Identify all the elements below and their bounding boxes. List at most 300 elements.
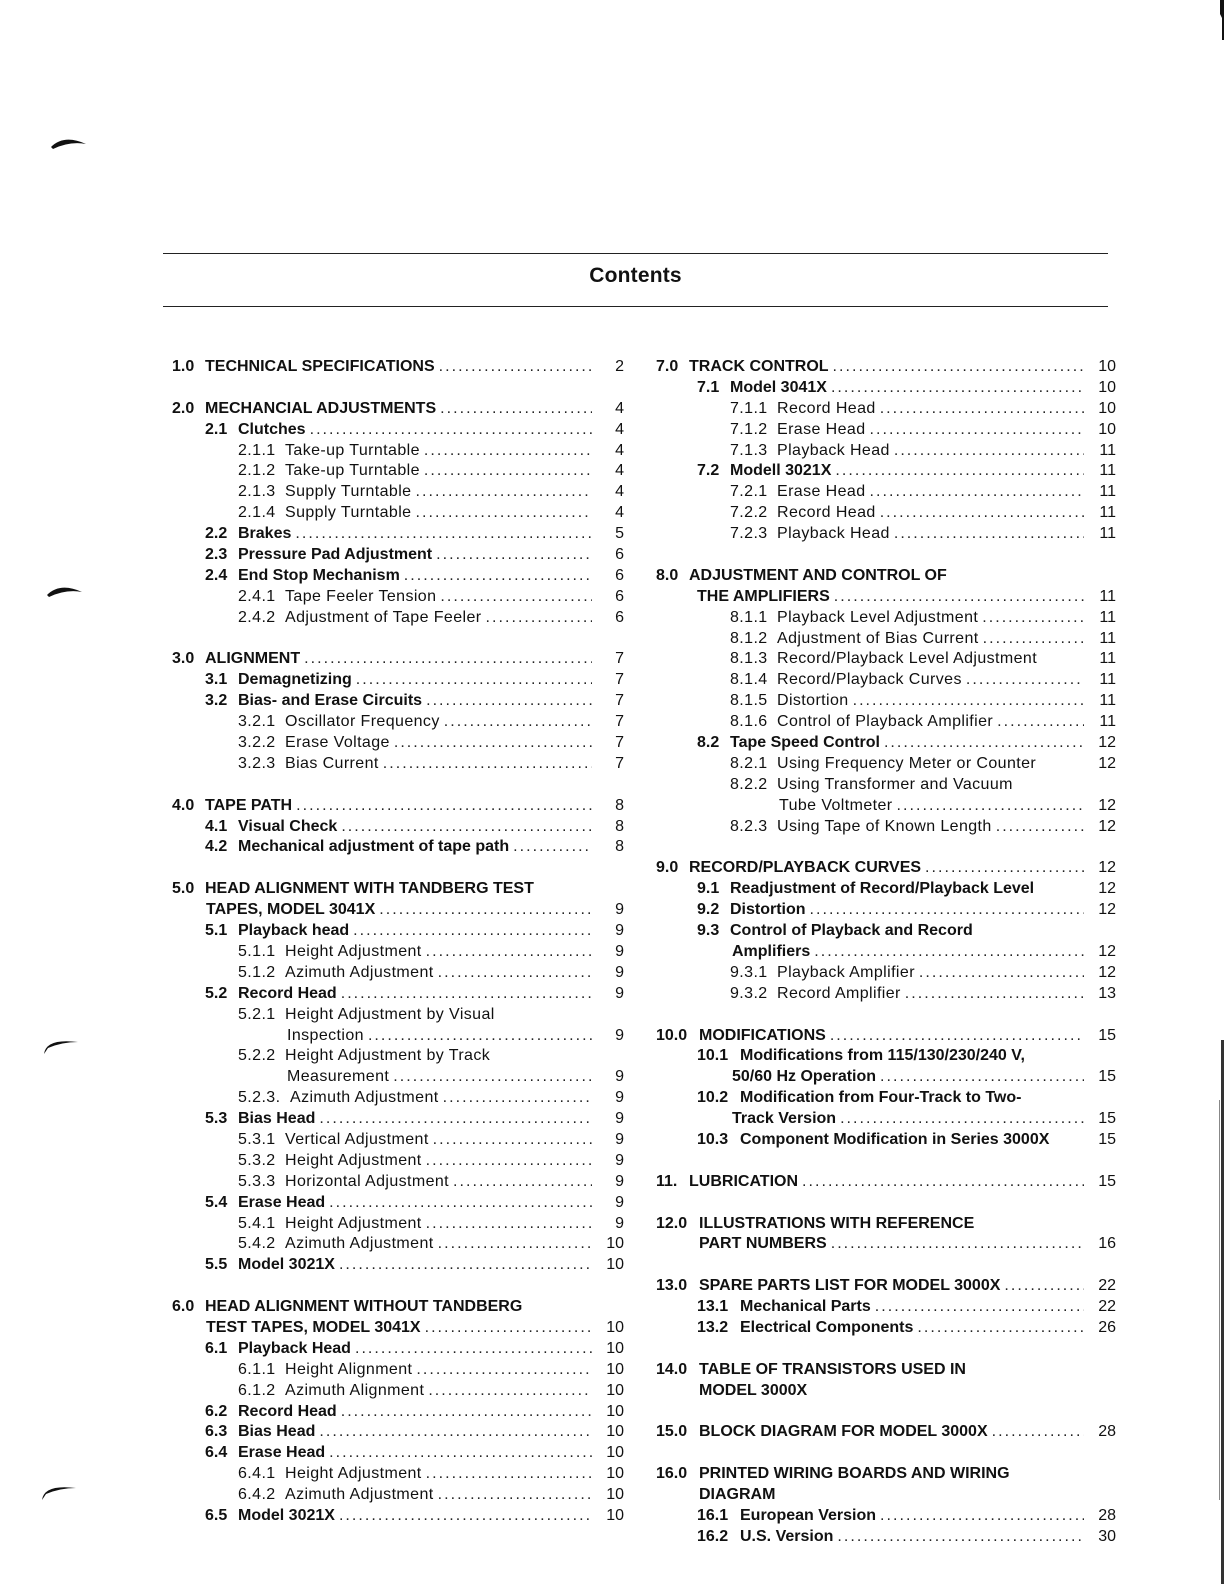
toc-entry-label: TECHNICAL SPECIFICATIONS — [205, 358, 435, 375]
toc-entry[interactable] — [656, 1214, 1116, 1235]
dot-leader — [880, 1506, 1084, 1527]
toc-entry-label: HEAD ALIGNMENT WITHOUT TANDBERG — [205, 1298, 523, 1316]
toc-entry-page: 6 — [615, 587, 624, 605]
toc-entry[interactable] — [172, 524, 624, 545]
toc-entry[interactable] — [656, 963, 1116, 984]
toc-entry[interactable] — [656, 879, 1116, 900]
toc-entry-number: 5.2.3. — [238, 1089, 281, 1107]
toc-entry-page: 22 — [1098, 1277, 1116, 1295]
toc-entry-number: 5.3.2 — [238, 1151, 276, 1169]
toc-entry[interactable] — [172, 1464, 624, 1485]
toc-entry-number: 9.0 — [656, 859, 679, 877]
toc-entry-page: 10 — [606, 1465, 624, 1483]
toc-entry-number: 9.1 — [697, 880, 720, 898]
toc-entry-page: 11 — [1099, 629, 1116, 647]
toc-entry-page: 11 — [1099, 462, 1116, 480]
toc-entry-label: Playback Head — [777, 441, 890, 459]
dot-leader — [802, 1172, 1084, 1193]
toc-entry-page: 15 — [1098, 1110, 1116, 1128]
toc-entry-label: Modell 3021X — [730, 462, 832, 480]
toc-entry-label: Take-up Turntable — [285, 441, 420, 459]
toc-entry[interactable] — [656, 942, 1116, 963]
toc-entry-label: THE AMPLIFIERS — [697, 587, 830, 605]
toc-entry-label: End Stop Mechanism — [238, 566, 400, 584]
toc-entry-number: 4.0 — [172, 796, 195, 814]
toc-entry-number: 5.2 — [205, 984, 228, 1002]
toc-entry-number: 7.1.1 — [730, 399, 768, 417]
dot-leader — [997, 712, 1084, 733]
toc-entry-page: 10 — [606, 1318, 624, 1336]
toc-entry-label: Adjustment of Bias Current — [777, 629, 979, 647]
toc-entry-page: 12 — [1098, 880, 1116, 898]
toc-entry-label: DIAGRAM — [699, 1486, 776, 1504]
dot-leader — [426, 1151, 592, 1172]
dot-leader — [884, 733, 1084, 754]
toc-entry[interactable] — [656, 1026, 1116, 1047]
toc-entry[interactable] — [172, 1422, 624, 1443]
toc-entry-number: 8.2.1 — [730, 754, 768, 772]
contents-left-column — [172, 357, 624, 1527]
toc-entry-page: 12 — [1098, 859, 1116, 877]
toc-entry-page: 9 — [615, 942, 624, 960]
toc-entry-label: Model 3021X — [238, 1256, 335, 1274]
dot-leader — [339, 1255, 592, 1276]
toc-entry-page: 4 — [615, 504, 624, 522]
toc-entry-number: 7.2.1 — [730, 483, 768, 501]
dot-leader — [296, 796, 592, 817]
toc-entry-page: 10 — [606, 1235, 624, 1253]
toc-entry[interactable] — [172, 1506, 624, 1527]
toc-entry[interactable] — [656, 1276, 1116, 1297]
toc-entry-page: 4 — [615, 420, 624, 438]
toc-entry-label: Height Adjustment — [285, 1151, 422, 1169]
toc-entry[interactable] — [172, 649, 624, 670]
toc-entry-label: U.S. Version — [740, 1527, 834, 1545]
toc-entry[interactable] — [656, 754, 1116, 775]
dot-leader — [394, 733, 592, 754]
dot-leader — [415, 503, 592, 524]
dot-leader — [319, 1109, 592, 1130]
dot-leader — [810, 900, 1084, 921]
toc-entry-page: 10 — [1098, 420, 1116, 438]
toc-entry-number: 9.2 — [697, 901, 720, 919]
toc-entry-number: 8.2.3 — [730, 817, 768, 835]
toc-entry[interactable] — [656, 858, 1116, 879]
toc-entry-number: 2.1.1 — [238, 441, 276, 459]
toc-entry-page: 28 — [1098, 1423, 1116, 1441]
dot-leader — [353, 921, 592, 942]
toc-entry-page: 9 — [615, 1172, 624, 1190]
toc-entry-label: Bias Current — [285, 754, 379, 772]
dot-leader — [880, 399, 1084, 420]
dot-leader — [319, 1422, 592, 1443]
toc-entry[interactable] — [656, 1506, 1116, 1527]
toc-entry-page: 11 — [1099, 608, 1116, 626]
toc-entry-label: Horizontal Adjustment — [285, 1172, 450, 1190]
toc-entry-label: Record Head — [777, 504, 876, 522]
toc-entry-number: 5.3.3 — [238, 1172, 276, 1190]
toc-entry-number: 7.1.2 — [730, 420, 768, 438]
toc-entry-number: 8.1.4 — [730, 671, 768, 689]
dot-leader — [485, 608, 592, 629]
toc-entry-page: 4 — [615, 441, 624, 459]
dot-leader — [295, 524, 592, 545]
toc-entry[interactable] — [172, 545, 624, 566]
toc-entry-number: 12.0 — [656, 1214, 688, 1232]
toc-entry[interactable] — [172, 503, 624, 524]
toc-entry[interactable] — [172, 420, 624, 441]
toc-entry[interactable] — [656, 629, 1116, 650]
toc-entry[interactable] — [172, 1151, 624, 1172]
toc-entry[interactable] — [656, 900, 1116, 921]
toc-entry-number: 6.0 — [172, 1298, 195, 1316]
toc-entry[interactable] — [172, 837, 624, 858]
toc-entry[interactable] — [656, 1130, 1116, 1151]
punch-mark-icon — [42, 1034, 80, 1056]
toc-entry[interactable] — [656, 378, 1116, 399]
toc-entry[interactable] — [656, 1234, 1116, 1255]
toc-entry-label: MODEL 3000X — [699, 1381, 808, 1399]
toc-entry-number: 4.2 — [205, 838, 228, 856]
toc-entry[interactable] — [656, 1464, 1116, 1485]
dot-leader — [966, 670, 1084, 691]
toc-entry[interactable] — [172, 1339, 624, 1360]
toc-entry-label: Tube Voltmeter — [779, 796, 893, 814]
toc-entry[interactable] — [656, 775, 1116, 796]
dot-leader — [453, 1172, 592, 1193]
toc-entry-label: Azimuth Adjustment — [285, 1235, 434, 1253]
toc-entry-page: 11 — [1099, 671, 1116, 689]
toc-entry[interactable] — [656, 1172, 1116, 1193]
toc-entry-label: ALIGNMENT — [205, 650, 301, 668]
toc-entry-page: 7 — [615, 650, 624, 668]
dot-leader — [840, 1109, 1084, 1130]
toc-entry-label: ILLUSTRATIONS WITH REFERENCE — [699, 1214, 975, 1232]
toc-entry[interactable] — [656, 1318, 1116, 1339]
toc-entry-page: 15 — [1098, 1172, 1116, 1190]
toc-entry[interactable] — [172, 399, 624, 420]
toc-entry-page: 10 — [606, 1381, 624, 1399]
toc-entry-number: 13.0 — [656, 1277, 688, 1295]
toc-entry-number: 15.0 — [656, 1423, 688, 1441]
toc-entry[interactable] — [656, 357, 1116, 378]
dot-leader — [992, 1422, 1084, 1443]
toc-entry-label: Modifications from 115/130/230/240 V, — [740, 1047, 1025, 1065]
toc-entry[interactable] — [172, 754, 624, 775]
dot-leader — [304, 649, 592, 670]
dot-leader — [436, 545, 592, 566]
toc-entry-label: Bias- and Erase Circuits — [238, 692, 423, 710]
dot-leader — [905, 984, 1084, 1005]
toc-entry-label: Brakes — [238, 525, 292, 543]
toc-entry-number: 9.3 — [697, 922, 720, 940]
toc-entry-number: 6.1.1 — [238, 1360, 276, 1378]
toc-entry-label: PART NUMBERS — [699, 1235, 827, 1253]
toc-entry[interactable] — [172, 1443, 624, 1464]
toc-entry[interactable] — [172, 441, 624, 462]
toc-entry-label: Clutches — [238, 420, 306, 438]
toc-entry-number: 1.0 — [172, 358, 195, 375]
toc-entry-label: ADJUSTMENT AND CONTROL OF — [689, 566, 947, 584]
dot-leader — [875, 1297, 1084, 1318]
toc-entry[interactable] — [656, 1109, 1116, 1130]
toc-entry-page: 4 — [615, 399, 624, 417]
toc-entry[interactable] — [172, 1214, 624, 1235]
toc-entry-label: Oscillator Frequency — [285, 713, 440, 731]
dot-leader — [996, 817, 1084, 838]
toc-entry-page: 9 — [615, 984, 624, 1002]
toc-entry[interactable] — [172, 670, 624, 691]
toc-entry[interactable] — [172, 1026, 624, 1047]
dot-leader — [1004, 1276, 1084, 1297]
toc-entry-label: Control of Playback and Record — [730, 922, 973, 940]
toc-entry-label: Playback Head — [238, 1339, 351, 1357]
dot-leader — [341, 817, 592, 838]
dot-leader — [393, 1067, 592, 1088]
toc-entry-number: 13.2 — [697, 1318, 729, 1336]
toc-entry[interactable] — [172, 712, 624, 733]
toc-entry[interactable] — [656, 691, 1116, 712]
toc-entry[interactable] — [172, 1402, 624, 1423]
toc-entry-label: Modification from Four-Track to Two- — [740, 1089, 1022, 1107]
toc-entry[interactable] — [172, 1005, 624, 1026]
toc-entry[interactable] — [172, 1067, 624, 1088]
dot-leader — [925, 858, 1084, 879]
toc-entry-label: Model 3021X — [238, 1506, 335, 1524]
toc-entry[interactable] — [656, 566, 1116, 587]
toc-entry[interactable] — [172, 587, 624, 608]
toc-entry-page: 12 — [1098, 942, 1116, 960]
toc-entry[interactable] — [656, 1297, 1116, 1318]
toc-entry[interactable] — [172, 1485, 624, 1506]
toc-entry-page: 10 — [606, 1256, 624, 1274]
toc-entry[interactable] — [656, 524, 1116, 545]
toc-entry[interactable] — [656, 984, 1116, 1005]
toc-entry-label: SPARE PARTS LIST FOR MODEL 3000X — [699, 1277, 1001, 1295]
toc-entry[interactable] — [656, 1485, 1116, 1506]
toc-entry[interactable] — [172, 1088, 624, 1109]
toc-entry[interactable] — [172, 357, 624, 378]
toc-entry-page: 11 — [1099, 441, 1116, 459]
toc-entry[interactable] — [172, 1109, 624, 1130]
toc-entry-page: 9 — [615, 1193, 624, 1211]
toc-entry-number: 6.1.2 — [238, 1381, 276, 1399]
dot-leader — [853, 691, 1084, 712]
toc-entry[interactable] — [172, 921, 624, 942]
toc-entry-label: Erase Head — [777, 483, 866, 501]
toc-entry-page: 16 — [1098, 1235, 1116, 1253]
toc-entry-page: 11 — [1099, 692, 1116, 710]
toc-entry[interactable] — [656, 712, 1116, 733]
toc-entry-label: Record/Playback Level Adjustment — [777, 650, 1038, 668]
toc-entry[interactable] — [656, 399, 1116, 420]
toc-entry[interactable] — [172, 1297, 624, 1318]
dot-leader — [383, 754, 592, 775]
dot-leader — [426, 1464, 592, 1485]
toc-entry-page: 10 — [606, 1423, 624, 1441]
toc-entry-label: Inspection — [287, 1026, 364, 1044]
toc-entry-page: 6 — [615, 608, 624, 626]
dot-leader — [424, 461, 592, 482]
toc-entry[interactable] — [656, 587, 1116, 608]
toc-entry-label: Height Adjustment — [285, 1465, 422, 1483]
dot-leader — [339, 1506, 592, 1527]
toc-entry[interactable] — [656, 649, 1116, 670]
toc-entry-page: 9 — [615, 1130, 624, 1148]
toc-entry-number: 9.3.2 — [730, 984, 768, 1002]
dot-leader — [983, 629, 1084, 650]
toc-entry-label: Electrical Components — [740, 1318, 914, 1336]
toc-entry-page: 28 — [1098, 1506, 1116, 1524]
toc-entry[interactable] — [656, 482, 1116, 503]
dot-leader — [426, 1214, 592, 1235]
toc-entry-number: 2.4 — [205, 566, 228, 584]
toc-entry-label: Record Amplifier — [777, 984, 901, 1002]
toc-entry-page: 12 — [1098, 734, 1116, 752]
toc-entry[interactable] — [172, 1130, 624, 1151]
toc-entry-page: 10 — [606, 1402, 624, 1420]
scan-edge-mark — [1210, 0, 1224, 1584]
toc-entry[interactable] — [656, 817, 1116, 838]
toc-entry[interactable] — [172, 1318, 624, 1339]
toc-entry[interactable] — [172, 566, 624, 587]
toc-entry-page: 11 — [1099, 483, 1116, 501]
toc-entry-page: 4 — [615, 462, 624, 480]
dot-leader — [426, 691, 592, 712]
toc-entry[interactable] — [656, 441, 1116, 462]
dot-leader — [439, 357, 592, 378]
toc-entry-label: Tape Feeler Tension — [285, 587, 437, 605]
dot-leader — [830, 1026, 1084, 1047]
toc-entry[interactable] — [172, 691, 624, 712]
toc-entry[interactable] — [656, 1046, 1116, 1067]
toc-entry[interactable] — [656, 608, 1116, 629]
toc-entry-page: 11 — [1099, 713, 1116, 731]
toc-entry[interactable] — [656, 733, 1116, 754]
toc-entry-label: Using Frequency Meter or Counter — [777, 754, 1037, 772]
toc-entry[interactable] — [172, 942, 624, 963]
toc-entry-page: 8 — [615, 817, 624, 835]
toc-entry-label: Supply Turntable — [285, 504, 412, 522]
toc-entry-page: 30 — [1098, 1527, 1116, 1545]
toc-entry-number: 6.4.1 — [238, 1465, 276, 1483]
toc-entry-page: 12 — [1098, 963, 1116, 981]
toc-entry-label: 50/60 Hz Operation — [732, 1068, 877, 1086]
punch-mark-icon — [50, 136, 88, 150]
toc-entry-page: 10 — [606, 1339, 624, 1357]
toc-entry-label: LUBRICATION — [689, 1172, 799, 1190]
toc-entry-label: Control of Playback Amplifier — [777, 713, 994, 731]
toc-entry-label: Distortion — [730, 901, 806, 919]
toc-entry-label: Height Adjustment — [285, 1214, 422, 1232]
toc-entry-number: 5.4.1 — [238, 1214, 276, 1232]
toc-entry-number: 3.2 — [205, 692, 228, 710]
toc-entry[interactable] — [656, 1527, 1116, 1548]
toc-entry-label: Supply Turntable — [285, 483, 412, 501]
toc-entry-label: Take-up Turntable — [285, 462, 420, 480]
toc-entry-number: 13.1 — [697, 1298, 729, 1316]
toc-entry-number: 2.1.3 — [238, 483, 276, 501]
toc-entry[interactable] — [172, 608, 624, 629]
toc-entry-label: Tape Speed Control — [730, 734, 880, 752]
toc-entry[interactable] — [656, 1422, 1116, 1443]
toc-entry[interactable] — [172, 461, 624, 482]
toc-entry-number: 16.2 — [697, 1527, 729, 1545]
toc-entry-number: 11. — [656, 1172, 678, 1190]
toc-entry-label: European Version — [740, 1506, 877, 1524]
toc-entry[interactable] — [656, 1088, 1116, 1109]
toc-entry-label: Component Modification in Series 3000X — [740, 1130, 1050, 1148]
toc-entry-number: 7.2.2 — [730, 504, 768, 522]
toc-entry[interactable] — [172, 900, 624, 921]
toc-entry-label: PRINTED WIRING BOARDS AND WIRING — [699, 1465, 1010, 1483]
toc-entry-page: 12 — [1098, 817, 1116, 835]
toc-entry[interactable] — [172, 963, 624, 984]
toc-entry[interactable] — [172, 1255, 624, 1276]
toc-entry[interactable] — [172, 984, 624, 1005]
dot-leader — [428, 1381, 592, 1402]
toc-entry-page: 26 — [1098, 1318, 1116, 1336]
contents-right-column — [656, 357, 1116, 1548]
toc-entry[interactable] — [656, 670, 1116, 691]
toc-entry[interactable] — [656, 921, 1116, 942]
toc-entry[interactable] — [656, 420, 1116, 441]
toc-entry-page: 9 — [615, 901, 624, 919]
toc-entry-label: Record Head — [777, 399, 876, 417]
toc-entry-label: Distortion — [777, 692, 849, 710]
toc-entry[interactable] — [172, 1046, 624, 1067]
toc-entry-number: 8.0 — [656, 566, 679, 584]
toc-entry-label: TRACK CONTROL — [689, 358, 829, 375]
toc-entry[interactable] — [656, 503, 1116, 524]
toc-entry-page: 7 — [615, 692, 624, 710]
toc-entry-number: 8.1.1 — [730, 608, 768, 626]
toc-entry[interactable] — [656, 461, 1116, 482]
toc-entry[interactable] — [656, 1067, 1116, 1088]
toc-entry-number: 5.3 — [205, 1110, 228, 1128]
toc-entry-number: 7.2.3 — [730, 525, 768, 543]
toc-entry-label: Height Alignment — [285, 1360, 413, 1378]
toc-entry-number: 5.2.2 — [238, 1047, 276, 1065]
toc-entry[interactable] — [172, 1360, 624, 1381]
toc-entry[interactable] — [172, 817, 624, 838]
toc-entry[interactable] — [172, 1234, 624, 1255]
toc-entry[interactable] — [172, 879, 624, 900]
toc-entry-number: 3.2.1 — [238, 713, 276, 731]
toc-entry-number: 8.2.2 — [730, 775, 768, 793]
toc-entry-label: Bias Head — [238, 1423, 316, 1441]
toc-entry-number: 8.1.6 — [730, 713, 768, 731]
toc-entry-page: 10 — [606, 1506, 624, 1524]
toc-entry-label: Adjustment of Tape Feeler — [285, 608, 482, 626]
toc-entry-label: Model 3041X — [730, 378, 827, 396]
toc-entry[interactable] — [656, 1381, 1116, 1402]
toc-entry-page: 15 — [1098, 1026, 1116, 1044]
toc-entry[interactable] — [172, 1381, 624, 1402]
toc-entry-page: 12 — [1098, 754, 1116, 772]
toc-entry[interactable] — [172, 1193, 624, 1214]
toc-entry[interactable] — [172, 482, 624, 503]
dot-leader — [513, 837, 592, 858]
toc-entry[interactable] — [172, 1172, 624, 1193]
toc-entry[interactable] — [172, 796, 624, 817]
toc-entry[interactable] — [172, 733, 624, 754]
toc-entry[interactable] — [656, 796, 1116, 817]
dot-leader — [837, 1527, 1084, 1548]
toc-entry-label: Height Adjustment by Track — [285, 1047, 491, 1065]
toc-entry-number: 5.1.2 — [238, 963, 276, 981]
toc-entry[interactable] — [656, 1360, 1116, 1381]
